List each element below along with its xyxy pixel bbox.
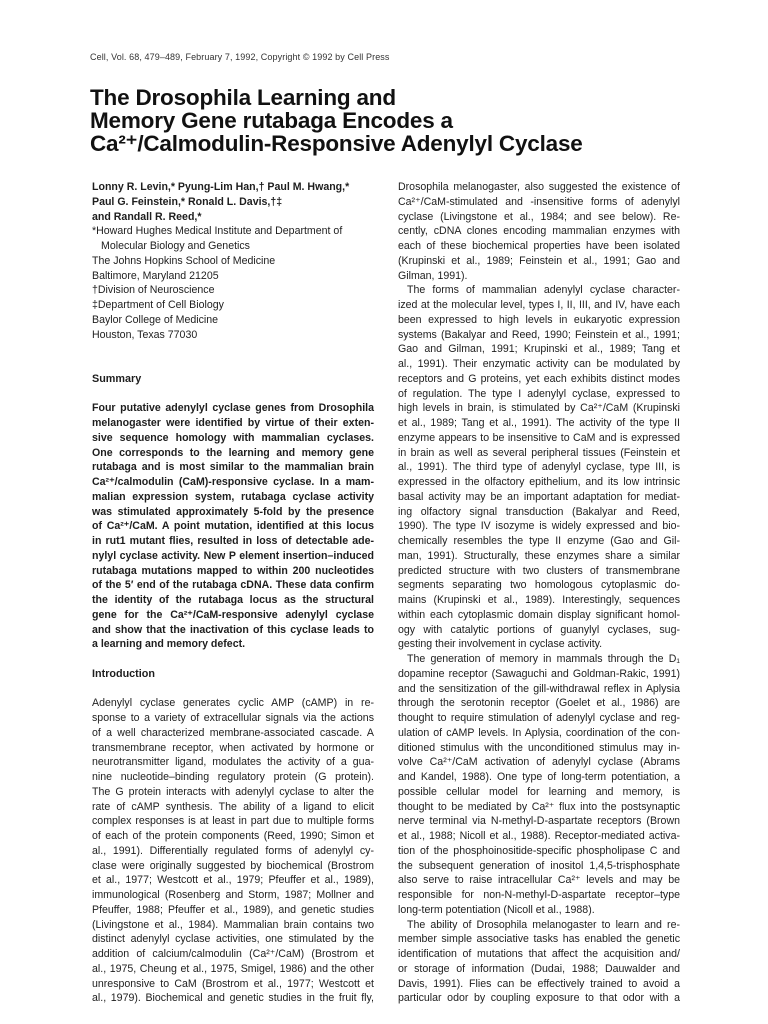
right-column bbox=[398, 180, 680, 1006]
body-line: Ca²⁺/CaM-stimulated and -insensitive forms of adenylyl bbox=[398, 195, 680, 208]
body-line: and the sensitization of the gill-withdrawal reflex in Aplysia bbox=[398, 682, 680, 695]
body-line: dopamine receptor (Sawaguchi and Goldman-Rakic, 1991) bbox=[398, 667, 680, 680]
summary-line: sive sequence homology with mammalian cyclases. bbox=[92, 431, 374, 444]
introduction-paragraph bbox=[92, 696, 374, 1006]
summary-line: rutabaga and is most similar to the mammalian brain bbox=[92, 461, 374, 474]
body-line: of regulation. The type I adenylyl cyclase, expressed to bbox=[398, 387, 680, 400]
body-line: unresponsive to CaM (Brostrom et al., 1977; Westcott et bbox=[92, 977, 374, 990]
summary-line: and show that the inactivation of this cyclase leads to bbox=[92, 623, 374, 636]
body-line: Gao and Gilman, 1991; Krupinski et al., 1989; Tang et bbox=[398, 343, 680, 356]
title-line: The Drosophila Learning and bbox=[90, 85, 396, 110]
body-line: man, 1991). Structurally, these enzymes share a similar bbox=[398, 549, 680, 562]
body-line: et al., 1988; Nicoll et al., 1988). Receptor-mediated activa- bbox=[398, 830, 680, 842]
summary-line: Ca²⁺/calmodulin (CaM)-responsive cyclase. In a mam- bbox=[92, 476, 374, 488]
body-line: cently, cDNA clones encoding mammalian enzymes with bbox=[398, 225, 680, 238]
body-line: possible cellular model for learning and memory, is bbox=[398, 785, 680, 798]
summary-line: One corresponds to the learning and memory gene bbox=[92, 446, 374, 459]
body-line: clase were originally suggested by biochemical (Brostrom bbox=[92, 859, 374, 872]
affiliation-line: †Division of Neuroscience bbox=[92, 284, 215, 297]
body-line: al., 1979). Biochemical and genetic studies in the fruit fly, bbox=[92, 992, 374, 1005]
body-line: each of these biochemical properties have been isolated bbox=[398, 240, 680, 252]
author-line: Lonny R. Levin,* Pyung-Lim Han,† Paul M. Hwang,* bbox=[92, 181, 350, 193]
body-line: thought to be mediated by Ca²⁺ flux into the postsynaptic bbox=[398, 800, 680, 813]
body-line: high levels in brain, is stimulated by Ca²⁺/CaM (Krupinski bbox=[398, 402, 680, 415]
body-line: ized at the molecular level, types I, II, III, and IV, have each bbox=[398, 299, 680, 311]
body-line: (Krupinski et al., 1989; Feinstein et al., 1991; Gao and bbox=[398, 254, 680, 267]
body-line: ing olfactory signal transduction (Bakalyar and Reed, bbox=[398, 505, 680, 518]
affiliation-line: The Johns Hopkins School of Medicine bbox=[92, 254, 276, 267]
title-line: Ca²⁺/Calmodulin-Responsive Adenylyl Cyclase bbox=[90, 131, 583, 156]
body-line: through the serotonin receptor (Goelet et al., 1986) are bbox=[398, 697, 680, 710]
journal-citation: Cell, Vol. 68, 479–489, February 7, 1992, Copyright © 1992 by Cell Press bbox=[90, 52, 390, 62]
body-line: Drosophila melanogaster, also suggested the existence of bbox=[398, 181, 680, 193]
body-line: ditioned stimulus with the unconditioned stimulus may in- bbox=[398, 741, 680, 754]
affiliation-line: Baylor College of Medicine bbox=[92, 313, 219, 326]
body-line: Adenylyl cyclase generates cyclic AMP (cAMP) in re- bbox=[92, 697, 374, 710]
body-line: distinct adenylyl cyclase activities, one stimulated by the bbox=[92, 933, 374, 946]
body-line: neurotransmitter ligand, modulates the activity of a gua- bbox=[92, 756, 374, 769]
body-line: segments separating two homologous cytoplasmic do- bbox=[398, 579, 680, 592]
body-line: ulation of cAMP levels. In Aplysia, coordination of the con- bbox=[398, 726, 680, 739]
summary-line: in rut1 mutant flies, resulted in loss of detectable ade- bbox=[92, 535, 374, 547]
summary-line: was stimulated approximately 5-fold by the presence bbox=[92, 505, 374, 518]
body-line: the subsequent generation of inositol 1,4,5-trisphosphate bbox=[398, 859, 680, 872]
summary-line: a learning and memory defect. bbox=[92, 638, 246, 651]
body-line: gesting their involvement in cyclase activity. bbox=[398, 638, 603, 651]
body-paragraph bbox=[398, 180, 680, 283]
body-line: 1990). The type IV isozyme is widely expressed and bio- bbox=[398, 520, 680, 533]
affiliation-line: *Howard Hughes Medical Institute and Department of bbox=[92, 225, 343, 238]
body-line: ogy with catalytic portions of guanylyl cyclases, sug- bbox=[398, 623, 680, 636]
body-line: The G protein interacts with adenylyl cyclase to alter the bbox=[92, 785, 374, 798]
body-line: of a well characterized membrane-associated cascade. A bbox=[92, 726, 374, 739]
body-line: transmembrane receptor, when activated by hormone or bbox=[92, 741, 374, 754]
body-line: receptors and G proteins, yet each exhibits distinct modes bbox=[398, 372, 680, 385]
body-line: of each of the protein components (Reed, 1990; Simon et bbox=[92, 830, 374, 842]
body-line: (Livingstone et al., 1984). Mammalian brain contains two bbox=[92, 918, 374, 931]
body-paragraph bbox=[398, 283, 680, 652]
body-paragraph bbox=[398, 918, 680, 1007]
body-line: within each cytoplasmic domain display significant homol- bbox=[398, 608, 680, 621]
body-line: identification of mutations that affect the acquisition and/ bbox=[398, 948, 680, 960]
body-line: been expressed to high levels in eukaryotic expression bbox=[398, 313, 680, 326]
body-line: nerve terminal via N-methyl-D-aspartate receptors (Brown bbox=[398, 815, 680, 828]
body-line: al., 1991). Their enzymatic activity can be modulated by bbox=[398, 358, 680, 370]
affiliation-line: Molecular Biology and Genetics bbox=[101, 240, 250, 252]
body-line: chemically resembles the type II enzyme (Gao and Gil- bbox=[398, 535, 680, 547]
body-line: et al., 1977; Westcott et al., 1979; Pfeuffer et al., 1989), bbox=[92, 874, 374, 887]
body-line: The ability of Drosophila melanogaster to learn and re- bbox=[407, 918, 680, 931]
summary-line: malian expression system, rutabaga cyclase activity bbox=[92, 490, 374, 503]
body-line: complex responses is at least in part due to multiple forms bbox=[92, 815, 374, 828]
summary-line: nylyl cyclase activity. New P element insertion–induced bbox=[92, 549, 374, 562]
body-line: nine nucleotide–binding regulatory protein (G protein). bbox=[92, 771, 374, 783]
affiliation-line: Houston, Texas 77030 bbox=[92, 328, 198, 341]
summary-line: the identity of the rutabaga locus as the structural bbox=[92, 594, 374, 606]
body-line: tion of the phosphoinositide-specific phospholipase C and bbox=[398, 844, 680, 857]
affiliation-line: ‡Department of Cell Biology bbox=[92, 299, 224, 311]
body-line: systems (Bakalyar and Reed, 1990; Feinstein et al., 1991; bbox=[398, 328, 680, 341]
body-line: expressed in the olfactory epithelium, and its low intrinsic bbox=[398, 476, 680, 488]
body-line: particular odor by coupling exposure to that odor with a bbox=[398, 992, 680, 1005]
summary-line: Four putative adenylyl cyclase genes from Drosophila bbox=[92, 402, 374, 415]
body-line: responsible for non-N-methyl-D-aspartate receptor–type bbox=[398, 889, 680, 901]
body-line: rate of cAMP synthesis. The ability of a ligand to elicit bbox=[92, 800, 374, 813]
body-line: addition of calcium/calmodulin (Ca²⁺/CaM) (Brostrom et bbox=[92, 948, 374, 960]
body-line: enzyme appears to be insensitive to CaM and is expressed bbox=[398, 431, 680, 444]
body-line: and Kandel, 1988). One type of long-term potentiation, a bbox=[398, 771, 680, 783]
article-title bbox=[90, 86, 690, 155]
body-paragraph bbox=[398, 652, 680, 918]
body-line: mains (Krupinski et al., 1989). Interestingly, sequences bbox=[398, 594, 680, 606]
body-line: The forms of mammalian adenylyl cyclase character- bbox=[407, 284, 680, 297]
body-line: al., 1991). Differentially regulated forms of adenylyl cy- bbox=[92, 844, 374, 857]
body-line: long-term potentiation (Nicoll et al., 1988). bbox=[398, 903, 595, 916]
body-line: sponse to a variety of extracellular signals via the actions bbox=[92, 712, 374, 724]
summary-line: rutabaga mutations mapped to within 200 nucleotides bbox=[92, 564, 374, 577]
summary-line: of the 5′ end of the rutabaga cDNA. These data confirm bbox=[92, 579, 374, 592]
body-line: Gilman, 1991). bbox=[398, 269, 468, 282]
affiliation-list bbox=[92, 224, 374, 342]
body-line: thought to require stimulation of adenylyl cyclase and reg- bbox=[398, 712, 680, 724]
body-line: Davis, 1991). Flies can be effectively trained to avoid a bbox=[398, 977, 680, 990]
summary-line: melanogaster were identified by virtue of their exten- bbox=[92, 417, 374, 429]
introduction-heading: Introduction bbox=[92, 667, 155, 680]
body-line: basal activity may be an important adaptation for mediat- bbox=[398, 490, 680, 503]
author-line: and Randall R. Reed,* bbox=[92, 210, 202, 223]
body-line: et al., 1989; Tang et al., 1991). The activity of the type II bbox=[398, 417, 680, 429]
summary-line: of Ca²⁺/CaM. A point mutation, identified at this locus bbox=[92, 520, 374, 533]
summary-abstract bbox=[92, 401, 374, 652]
author-list bbox=[92, 180, 374, 224]
body-line: al., 1975, Cheung et al., 1975, Smigel, 1986) and the other bbox=[92, 962, 374, 975]
body-line: cyclase (Livingstone et al., 1984; and see below). Re- bbox=[398, 210, 680, 223]
title-line: Memory Gene rutabaga Encodes a bbox=[90, 108, 453, 133]
body-line: or storage of information (Dudai, 1988; Dauwalder and bbox=[398, 962, 680, 975]
body-line: Pfeuffer, 1988; Pfeuffer et al., 1989), and genetic studies bbox=[92, 903, 374, 916]
body-line: predicted structure with two clusters of transmembrane bbox=[398, 564, 680, 577]
summary-heading: Summary bbox=[92, 372, 142, 385]
left-column bbox=[92, 180, 374, 1006]
body-line: in brain as well as several peripheral tissues (Feinstein et bbox=[398, 446, 680, 459]
body-line: member simple associative tasks has enabled the genetic bbox=[398, 933, 680, 946]
summary-line: gene for the Ca²⁺/CaM-responsive adenylyl cyclase bbox=[92, 608, 374, 621]
affiliation-line: Baltimore, Maryland 21205 bbox=[92, 269, 219, 282]
body-line: immunological (Rosenberg and Storm, 1987; Mollner and bbox=[92, 889, 374, 901]
author-line: Paul G. Feinstein,* Ronald L. Davis,†‡ bbox=[92, 195, 283, 208]
body-line: The generation of memory in mammals through the D₁ bbox=[407, 653, 680, 665]
body-line: al., 1991). The third type of adenylyl cyclase, type III, is bbox=[398, 461, 680, 474]
body-line: volve Ca²⁺/CaM activation of adenylyl cyclase (Abrams bbox=[398, 756, 680, 769]
body-line: also serve to raise intracellular Ca²⁺ levels and may be bbox=[398, 874, 680, 887]
